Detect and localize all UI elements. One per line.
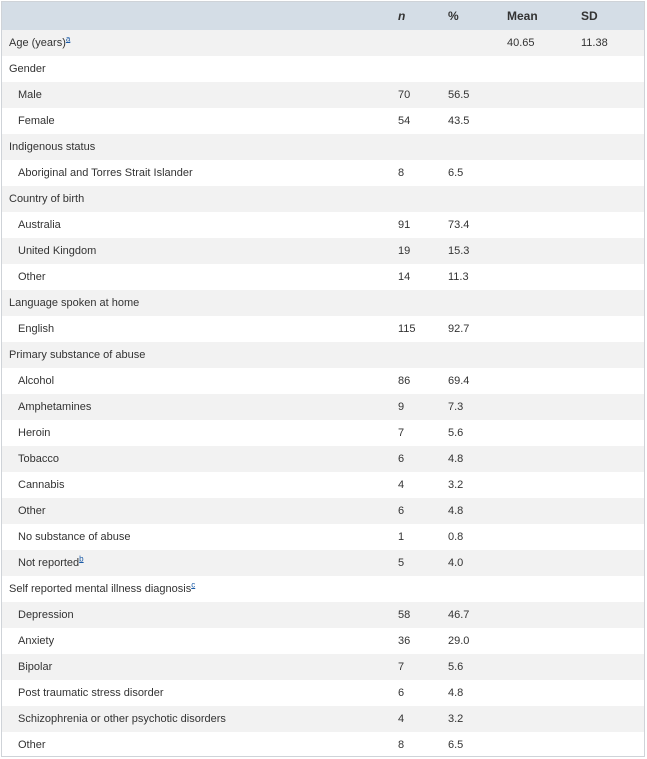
row-label-cell <box>2 264 392 290</box>
cell-percent <box>442 30 501 56</box>
cell-sd <box>575 238 645 264</box>
cell-n: 4 <box>398 713 405 725</box>
cell-sd <box>575 82 645 108</box>
table-row <box>2 524 645 550</box>
row-label-cell <box>2 576 392 602</box>
row-label-cell <box>2 732 392 757</box>
cell-percent: 46.7 <box>448 609 470 621</box>
cell-n: 70 <box>398 89 411 101</box>
cell-n: 14 <box>398 271 411 283</box>
cell-sd <box>575 654 645 680</box>
cell-n: 6 <box>398 687 405 699</box>
table-row <box>2 576 645 602</box>
cell-percent: 11.3 <box>448 271 469 283</box>
table-row <box>2 628 645 654</box>
cell-percent <box>442 134 501 160</box>
row-label-cell <box>2 550 392 576</box>
row-label-cell <box>2 316 392 342</box>
cell-sd <box>575 186 645 212</box>
cell-percent <box>442 290 501 316</box>
cell-mean <box>501 134 575 160</box>
table-row <box>2 212 645 238</box>
cell-n <box>392 30 442 56</box>
cell-mean <box>501 56 575 82</box>
cell-mean <box>501 498 575 524</box>
cell-n: 4 <box>398 479 405 491</box>
cell-sd <box>575 680 645 706</box>
table-row <box>2 706 645 732</box>
row-label-cell <box>2 134 392 160</box>
cell-mean <box>501 368 575 394</box>
cell-mean <box>501 446 575 472</box>
cell-n <box>392 134 442 160</box>
cell-percent: 29.0 <box>448 635 470 647</box>
cell-mean <box>501 628 575 654</box>
cell-percent: 73.4 <box>448 219 470 231</box>
table-row <box>2 316 645 342</box>
table-row <box>2 654 645 680</box>
cell-sd <box>575 420 645 446</box>
table-row <box>2 732 645 757</box>
cell-percent <box>442 576 501 602</box>
cell-n: 58 <box>398 609 411 621</box>
cell-mean <box>501 238 575 264</box>
table-row <box>2 82 645 108</box>
cell-n: 1 <box>398 531 405 543</box>
row-label-cell <box>2 472 392 498</box>
table-row <box>2 342 645 368</box>
cell-percent: 5.6 <box>448 661 464 673</box>
cell-sd <box>575 264 645 290</box>
table-row <box>2 420 645 446</box>
row-label-cell <box>2 212 392 238</box>
row-label: United Kingdom <box>18 245 97 257</box>
cell-mean <box>501 654 575 680</box>
cell-n: 5 <box>398 557 405 569</box>
row-label: Depression <box>18 609 74 621</box>
table-header <box>2 2 645 30</box>
cell-mean <box>501 212 575 238</box>
cell-mean <box>501 576 575 602</box>
cell-sd <box>575 498 645 524</box>
row-label: Post traumatic stress disorder <box>18 687 164 699</box>
row-label: Language spoken at home <box>9 297 140 309</box>
table-row <box>2 238 645 264</box>
row-label: Alcohol <box>18 375 55 387</box>
cell-sd <box>575 550 645 576</box>
cell-n: 54 <box>398 115 411 127</box>
cell-percent <box>442 56 501 82</box>
row-label: No substance of abuse <box>18 531 131 543</box>
cell-n <box>392 290 442 316</box>
table-row <box>2 602 645 628</box>
cell-mean <box>501 472 575 498</box>
row-label: Bipolar <box>18 661 53 673</box>
table-row <box>2 368 645 394</box>
row-label: Country of birth <box>9 193 85 205</box>
cell-percent: 6.5 <box>448 167 464 179</box>
cell-percent: 3.2 <box>448 713 464 725</box>
cell-mean <box>501 160 575 186</box>
table-row <box>2 160 645 186</box>
table-row <box>2 472 645 498</box>
row-label: Indigenous status <box>9 141 96 153</box>
row-label: Anxiety <box>18 635 55 647</box>
cell-mean <box>501 706 575 732</box>
row-label: Other <box>18 505 46 517</box>
table-row <box>2 134 645 160</box>
cell-percent: 6.5 <box>448 739 464 751</box>
cell-n <box>392 576 442 602</box>
cell-mean <box>501 602 575 628</box>
header-n: n <box>398 9 406 23</box>
cell-n: 115 <box>398 323 416 335</box>
cell-percent: 4.8 <box>448 687 464 699</box>
row-label-cell <box>2 524 392 550</box>
cell-mean <box>501 550 575 576</box>
cell-n: 6 <box>398 505 405 517</box>
cell-sd <box>575 394 645 420</box>
header-sd: SD <box>581 9 598 23</box>
cell-mean <box>501 186 575 212</box>
cell-mean <box>501 680 575 706</box>
cell-n <box>392 56 442 82</box>
cell-sd <box>575 316 645 342</box>
data-table-container <box>1 1 645 757</box>
cell-percent: 5.6 <box>448 427 464 439</box>
table-row <box>2 680 645 706</box>
cell-percent: 7.3 <box>448 401 464 413</box>
table-row <box>2 394 645 420</box>
row-label-cell <box>2 654 392 680</box>
cell-sd <box>575 628 645 654</box>
cell-sd <box>575 160 645 186</box>
row-label: Heroin <box>18 427 51 439</box>
cell-sd <box>575 706 645 732</box>
cell-sd <box>575 212 645 238</box>
cell-percent <box>442 342 501 368</box>
row-label: Male <box>18 89 42 101</box>
row-label: Australia <box>18 219 61 231</box>
row-label: Gender <box>9 63 46 75</box>
row-label: Self reported mental illness diagnosis <box>9 583 192 595</box>
cell-mean <box>501 290 575 316</box>
cell-percent: 4.8 <box>448 505 464 517</box>
row-label-cell <box>2 160 392 186</box>
cell-percent: 92.7 <box>448 323 470 335</box>
cell-n: 8 <box>398 167 405 179</box>
row-label: Female <box>18 115 55 127</box>
cell-mean <box>501 264 575 290</box>
cell-n <box>392 342 442 368</box>
row-label-cell <box>2 628 392 654</box>
row-label: Aboriginal and Torres Strait Islander <box>18 167 193 179</box>
cell-sd <box>575 602 645 628</box>
cell-n: 6 <box>398 453 405 465</box>
row-label-cell <box>2 186 392 212</box>
cell-percent: 3.2 <box>448 479 464 491</box>
row-label: Amphetamines <box>18 401 92 413</box>
cell-mean <box>501 316 575 342</box>
cell-sd <box>575 472 645 498</box>
row-label: Tobacco <box>18 453 59 465</box>
row-label-cell <box>2 602 392 628</box>
cell-n <box>392 186 442 212</box>
table-row <box>2 498 645 524</box>
row-label-cell <box>2 342 392 368</box>
cell-sd <box>575 134 645 160</box>
cell-n: 36 <box>398 635 411 647</box>
cell-n: 19 <box>398 245 411 257</box>
cell-mean: 40.65 <box>507 37 535 49</box>
cell-sd <box>575 342 645 368</box>
cell-mean <box>501 420 575 446</box>
cell-mean <box>501 108 575 134</box>
row-label-cell <box>2 290 392 316</box>
row-label-cell <box>2 394 392 420</box>
cell-mean <box>501 732 575 757</box>
cell-mean <box>501 342 575 368</box>
row-label-cell <box>2 498 392 524</box>
table-row <box>2 550 645 576</box>
row-label-cell <box>2 238 392 264</box>
cell-sd <box>575 108 645 134</box>
cell-sd <box>575 524 645 550</box>
cell-sd <box>575 56 645 82</box>
table-row <box>2 108 645 134</box>
cell-n: 8 <box>398 739 405 751</box>
cell-mean <box>501 524 575 550</box>
header-percent: % <box>448 9 459 23</box>
row-label-cell <box>2 30 392 56</box>
cell-sd <box>575 368 645 394</box>
cell-percent: 56.5 <box>448 89 470 101</box>
row-label: Schizophrenia or other psychotic disorders <box>18 713 226 725</box>
row-label-cell <box>2 446 392 472</box>
cell-sd <box>575 290 645 316</box>
cell-n: 7 <box>398 661 405 673</box>
row-label-cell <box>2 680 392 706</box>
cell-sd <box>575 732 645 757</box>
table-row <box>2 30 645 56</box>
cell-percent: 15.3 <box>448 245 470 257</box>
row-label-cell <box>2 56 392 82</box>
cell-sd <box>575 576 645 602</box>
cell-mean <box>501 394 575 420</box>
row-label-cell <box>2 420 392 446</box>
cell-percent <box>442 186 501 212</box>
footnote-link[interactable]: a <box>65 34 71 44</box>
cell-percent: 69.4 <box>448 375 470 387</box>
table-row <box>2 186 645 212</box>
header-label <box>2 2 392 30</box>
row-label: Cannabis <box>18 479 65 491</box>
row-label: Age (years) <box>9 37 66 49</box>
cell-mean <box>501 82 575 108</box>
cell-percent: 43.5 <box>448 115 470 127</box>
row-label: Primary substance of abuse <box>9 349 146 361</box>
cell-sd <box>575 446 645 472</box>
demographics-table <box>2 2 645 757</box>
row-label: Other <box>18 739 46 751</box>
table-row <box>2 264 645 290</box>
header-mean: Mean <box>507 9 538 23</box>
row-label-cell <box>2 108 392 134</box>
cell-percent: 4.8 <box>448 453 464 465</box>
footnote-link[interactable]: c <box>191 580 196 590</box>
row-label: Not reported <box>18 557 80 569</box>
footnote-link[interactable]: b <box>79 554 84 564</box>
row-label-cell <box>2 706 392 732</box>
cell-sd: 11.38 <box>581 37 608 49</box>
row-label-cell <box>2 82 392 108</box>
cell-n: 7 <box>398 427 405 439</box>
cell-percent: 4.0 <box>448 557 464 569</box>
table-row <box>2 446 645 472</box>
cell-percent: 0.8 <box>448 531 464 543</box>
table-body <box>2 30 645 757</box>
header-row <box>2 2 645 30</box>
row-label-cell <box>2 368 392 394</box>
table-row <box>2 290 645 316</box>
cell-n: 86 <box>398 375 411 387</box>
cell-n: 9 <box>398 401 405 413</box>
table-row <box>2 56 645 82</box>
row-label: English <box>18 323 55 335</box>
row-label: Other <box>18 271 46 283</box>
cell-n: 91 <box>398 219 411 231</box>
